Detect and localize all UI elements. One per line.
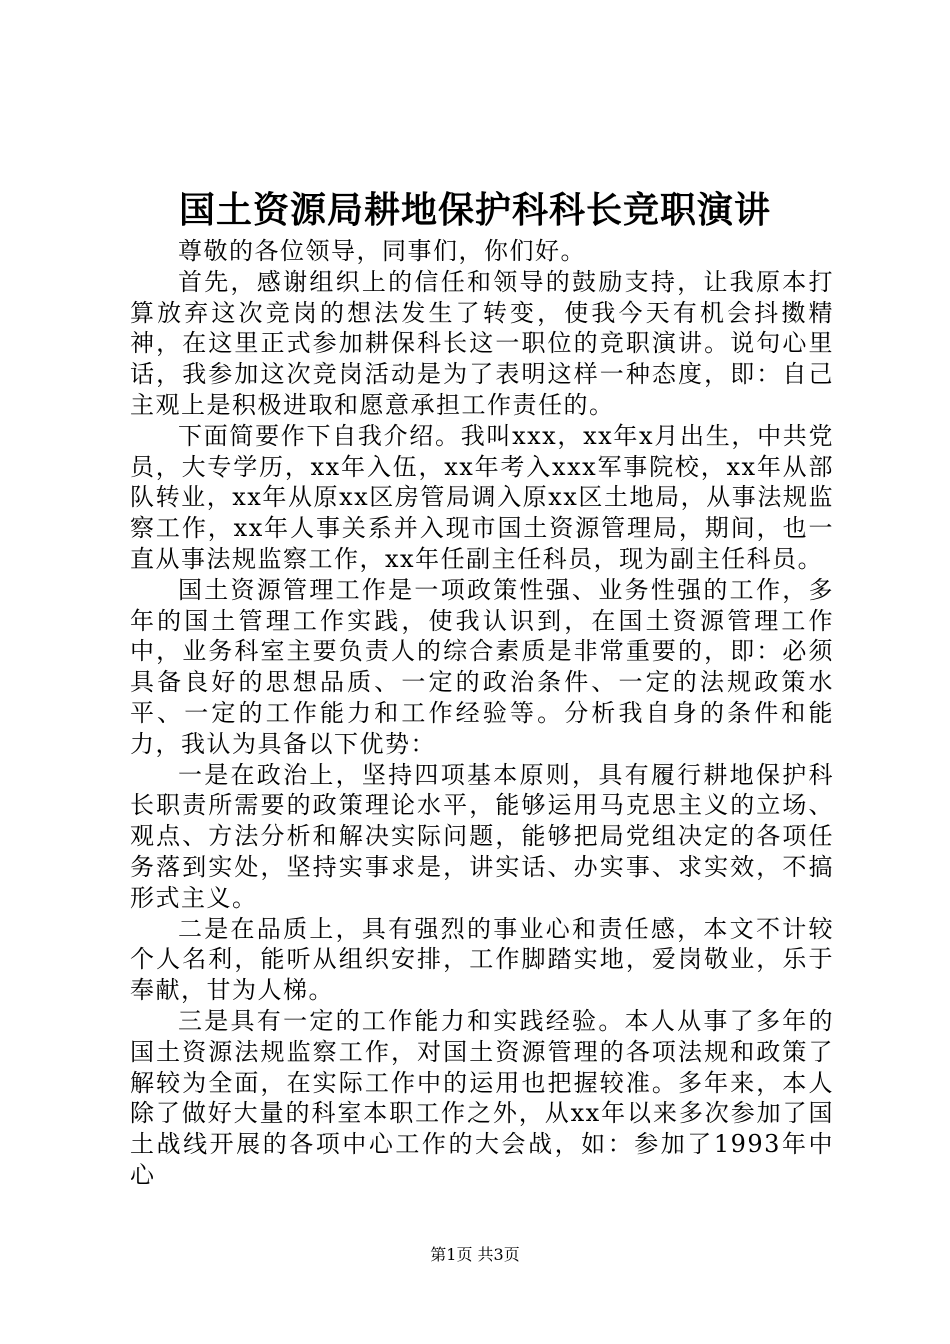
paragraph-experience-strength: 三是具有一定的工作能力和实践经验。本人从事了多年的国土资源法规监察工作，对国土资源管理的各项法规和政策了解较为全面，在实际工作中的运用也把握较准。多年来，本人除了做好大量的科室本职工作之外，从xx年以来多次参加了国土战线开展的各项中心工作的大会战，如：参加了1993年中心 xyxy=(130,1006,834,1189)
document-title: 国土资源局耕地保护科科长竞职演讲 xyxy=(178,189,771,231)
paragraph-qualifications: 国土资源管理工作是一项政策性强、业务性强的工作，多年的国土管理工作实践，使我认识到，在国土资源管理工作中，业务科室主要负责人的综合素质是非常重要的，即：必须具备良好的思想品质、一定的政治条件、一定的法规政策水平、一定的工作能力和工作经验等。分析我自身的条件和能力，我认为具备以下优势： xyxy=(130,575,834,758)
paragraph-character-strength: 二是在品质上，具有强烈的事业心和责任感，本文不计较个人名利，能听从组织安排，工作脚踏实地，爱岗敬业，乐于奉献，甘为人梯。 xyxy=(130,914,834,1005)
paragraph-opening: 首先，感谢组织上的信任和领导的鼓励支持，让我原本打算放弃这次竞岗的想法发生了转变，使我今天有机会抖擞精神，在这里正式参加耕保科长这一职位的竞职演讲。说句心里话，我参加这次竞岗活动是为了表明这样一种态度，即：自己主观上是积极进取和愿意承担工作责任的。 xyxy=(130,267,834,419)
page-number: 第1页 共3页 xyxy=(430,1245,520,1264)
paragraph-greeting: 尊敬的各位领导，同事们，你们好。 xyxy=(178,237,586,265)
paragraph-political-strength: 一是在政治上，坚持四项基本原则，具有履行耕地保护科长职责所需要的政策理论水平，能够运用马克思主义的立场、观点、方法分析和解决实际问题，能够把局党组决定的各项任务落到实处，坚持实事求是，讲实话、办实事、求实效，不搞形式主义。 xyxy=(130,760,834,912)
paragraph-self-introduction: 下面简要作下自我介绍。我叫xxx，xx年x月出生，中共党员，大专学历，xx年入伍，xx年考入xxx军事院校，xx年从部队转业，xx年从原xx区房管局调入原xx区土地局，从事法规监察工作，xx年人事关系并入现市国土资源管理局，期间，也一直从事法规监察工作，xx年任副主任科员，现为副主任科员。 xyxy=(130,421,834,573)
document-body xyxy=(130,236,834,1191)
